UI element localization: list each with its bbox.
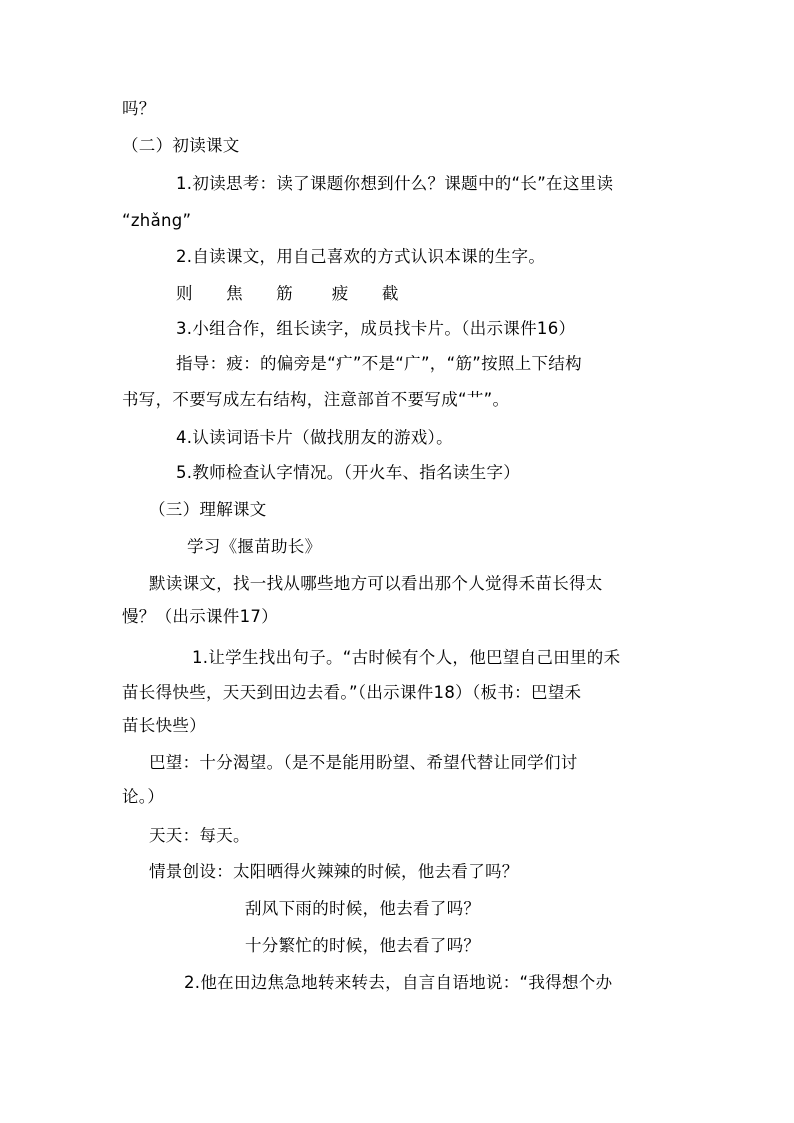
- text-line: 慢？（出示课件17）: [122, 607, 278, 626]
- text-line: 吗？: [122, 99, 156, 118]
- text-line: 1.初读思考：读了课题你想到什么？课题中的“长”在这里读: [176, 174, 614, 193]
- text-line: 默读课文，找一找从哪些地方可以看出那个人觉得禾苗长得太: [149, 574, 603, 593]
- text-line: 1.让学生找出句子。“古时候有个人，他巴望自己田里的禾: [192, 648, 621, 667]
- text-line: 苗长得快些，天天到田边去看。”（出示课件18）（板书：巴望禾: [122, 683, 582, 702]
- text-line: 十分繁忙的时候，他去看了吗？: [245, 936, 481, 955]
- text-line: 书写，不要写成左右结构，注意部首不要写成“艹”。: [122, 390, 510, 409]
- text-line: 论。）: [122, 787, 165, 806]
- text-line: 5.教师检查认字情况。（开火车、指名读生字）: [176, 463, 521, 482]
- text-line: 3.小组合作，组长读字，成员找卡片。（出示课件16）: [176, 319, 576, 338]
- character-list: 则 焦 筋 疲 截: [176, 284, 399, 303]
- text-line: 4.认读词语卡片（做找朋友的游戏）。: [176, 428, 453, 447]
- text-line: 2.自读课文，用自己喜欢的方式认识本课的生字。: [176, 247, 546, 266]
- text-line: 刮风下雨的时候，他去看了吗？: [245, 899, 481, 918]
- subheading: 学习《揠苗助长》: [187, 537, 322, 556]
- text-line: 指导：疲：的偏旁是“疒”不是“广”，“筋”按照上下结构: [176, 354, 582, 373]
- section-heading: （三）理解课文: [149, 500, 267, 519]
- text-line: 巴望：十分渴望。（是不是能用盼望、希望代替让同学们讨: [149, 753, 578, 772]
- text-line: 天天：每天。: [149, 826, 250, 845]
- text-line: “zhǎng”: [122, 211, 192, 230]
- section-heading: （二）初读课文: [122, 136, 240, 155]
- text-line: 情景创设：太阳晒得火辣辣的时候，他去看了吗？: [149, 862, 519, 881]
- text-line: 苗长快些）: [122, 716, 206, 735]
- text-line: 2.他在田边焦急地转来转去，自言自语地说：“我得想个办: [184, 973, 613, 992]
